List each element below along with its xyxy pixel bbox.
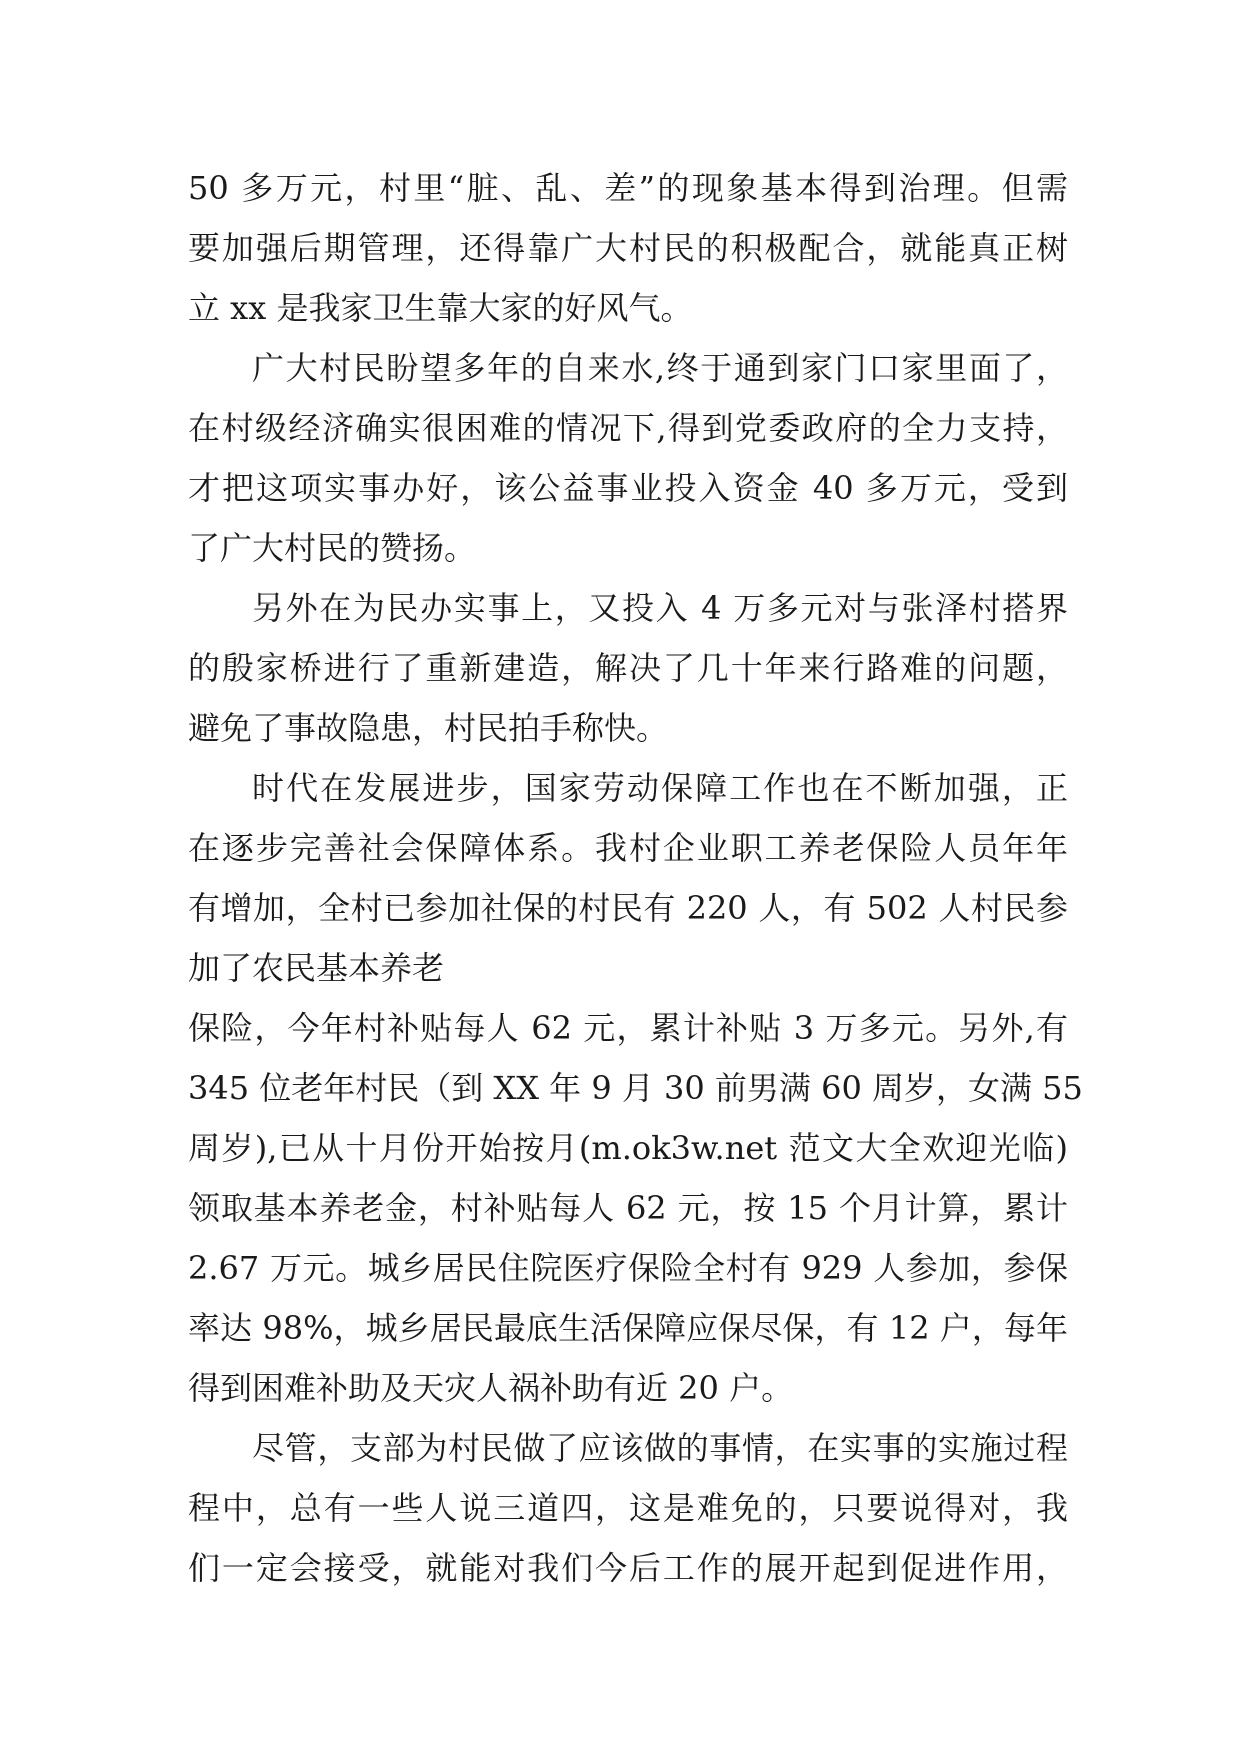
text-line: 345 位老年村民（到 XX 年 9 月 30 前男满 60 周岁，女满 55 — [188, 1069, 1083, 1107]
text-line: 保险，今年村补贴每人 62 元，累计补贴 3 万多元。另外,有 — [188, 1009, 1068, 1047]
text-line: 加了农民基本养老 — [188, 949, 445, 987]
text-line: 得到困难补助及天灾人祸补助有近 20 户。 — [188, 1369, 794, 1407]
text-line: 周岁),已从十月份开始按月(m.ok3w.net 范文大全欢迎光临) — [188, 1129, 1068, 1167]
text-line: 领取基本养老金，村补贴每人 62 元，按 15 个月计算，累计 — [188, 1189, 1068, 1227]
text-line: 有增加，全村已参加社保的村民有 220 人，有 502 人村民参 — [188, 889, 1068, 927]
paragraph-first-line: 时代在发展进步，国家劳动保障工作也在不断加强，正 — [252, 769, 1068, 807]
text-line: 避免了事故隐患，村民拍手称快。 — [188, 709, 669, 747]
text-line: 们一定会接受，就能对我们今后工作的展开起到促进作用， — [188, 1549, 1068, 1587]
text-line: 率达 98%，城乡居民最底生活保障应保尽保，有 12 户，每年 — [188, 1309, 1068, 1347]
text-line: 50 多万元，村里“脏、乱、差”的现象基本得到治理。但需 — [188, 169, 1068, 207]
text-line: 立 xx 是我家卫生靠大家的好风气。 — [188, 289, 693, 327]
text-line: 在逐步完善社会保障体系。我村企业职工养老保险人员年年 — [188, 829, 1068, 867]
body-text — [188, 158, 1083, 1598]
text-line: 才把这项实事办好，该公益事业投入资金 40 多万元，受到 — [188, 469, 1068, 507]
text-line: 要加强后期管理，还得靠广大村民的积极配合，就能真正树 — [188, 229, 1068, 267]
paragraph-first-line: 另外在为民办实事上，又投入 4 万多元对与张泽村搭界 — [252, 589, 1068, 627]
paragraph-first-line: 广大村民盼望多年的自来水,终于通到家门口家里面了， — [252, 349, 1068, 387]
text-line: 程中，总有一些人说三道四，这是难免的，只要说得对，我 — [188, 1489, 1068, 1527]
text-line: 2.67 万元。城乡居民住院医疗保险全村有 929 人参加，参保 — [188, 1249, 1068, 1287]
paragraph-first-line: 尽管，支部为村民做了应该做的事情，在实事的实施过程 — [252, 1429, 1068, 1467]
text-line: 在村级经济确实很困难的情况下,得到党委政府的全力支持， — [188, 409, 1068, 447]
text-line: 了广大村民的赞扬。 — [188, 529, 477, 567]
text-line: 的殷家桥进行了重新建造，解决了几十年来行路难的问题， — [188, 649, 1068, 687]
